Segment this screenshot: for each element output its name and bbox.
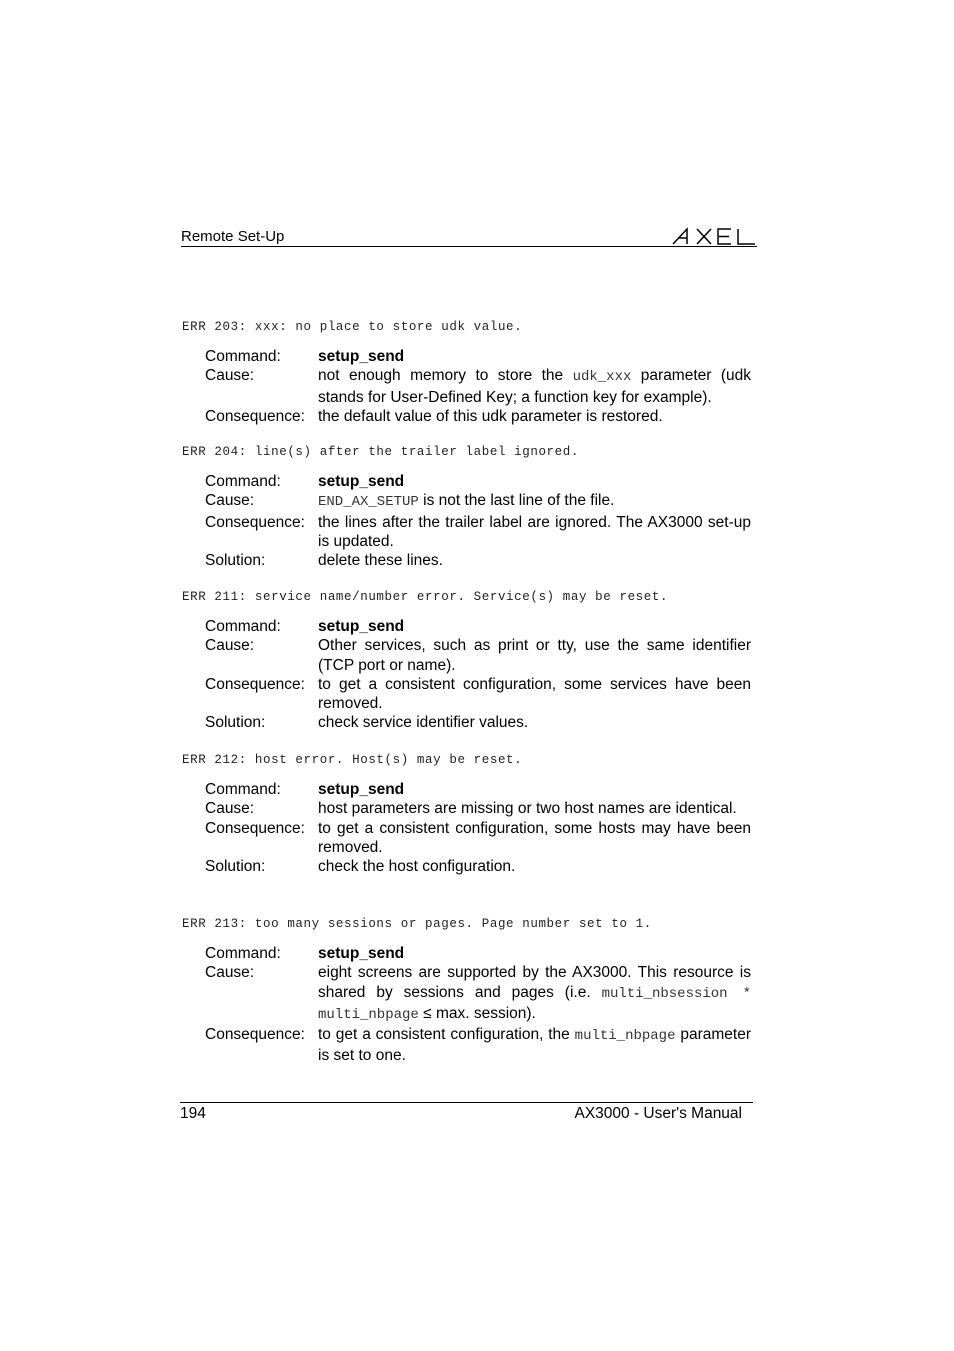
consequence-label: Consequence: [205,819,305,837]
command-value: setup_send [318,348,405,365]
solution-label: Solution: [205,714,266,732]
error-code: ERR 203: xxx: no place to store udk value. [182,320,523,334]
cause-label: Cause: [205,637,255,655]
command-value: setup_send [318,781,405,798]
error-code: ERR 204: line(s) after the trailer label ignored. [182,445,579,459]
consequence-label: Consequence: [205,675,305,693]
cause-label: Cause: [205,964,255,982]
command-label: Command: [205,473,281,490]
cause-value: not enough memory to store the udk_xxx parameter (udk stands for User-Defined Key; a function key for example). [318,367,751,406]
solution-value: check service identifier values. [318,714,529,732]
cause-value: host parameters are missing or two host names are identical. [318,800,737,818]
consequence-label: Consequence: [205,513,305,531]
command-label: Command: [205,618,281,635]
manual-title: AX3000 - User's Manual [574,1105,742,1122]
cause-value: Other services, such as print or tty, use the same identifier (TCP port or name). [318,637,751,674]
error-entry [205,347,751,426]
page-number: 194 [180,1105,206,1122]
solution-value: delete these lines. [318,552,443,570]
consequence-value: the lines after the trailer label are ignored. The AX3000 set-up is updated. [318,513,751,550]
consequence-label: Consequence: [205,1026,305,1044]
cause-label: Cause: [205,367,255,385]
consequence-value: to get a consistent configuration, the multi_nbpage parameter is set to one. [318,1026,752,1065]
command-value: setup_send [318,473,405,490]
error-code: ERR 211: service name/number error. Service(s) may be reset. [182,590,669,604]
page-footer [180,1102,753,1123]
axel-logo [671,226,757,246]
cause-label: Cause: [205,800,255,818]
section-title: Remote Set-Up [181,228,285,245]
error-entry [205,472,751,570]
solution-value: check the host configuration. [318,858,516,876]
cause-value: eight screens are supported by the AX3000. This resource is shared by sessions and pages (i.e. multi_nbsession * multi_nbpage ≤ max. session). [318,964,752,1023]
error-entry [205,617,751,733]
error-entry [205,780,751,876]
command-label: Command: [205,781,281,798]
command-label: Command: [205,348,281,365]
consequence-label: Consequence: [205,407,305,425]
solution-label: Solution: [205,552,266,570]
cause-value: END_AX_SETUP is not the last line of the file. [318,492,615,511]
cause-label: Cause: [205,492,255,510]
command-value: setup_send [318,945,405,962]
command-value: setup_send [318,618,405,635]
solution-label: Solution: [205,858,266,876]
error-entry [205,944,751,1066]
consequence-value: the default value of this udk parameter is restored. [318,407,663,425]
page-header [181,224,757,247]
command-label: Command: [205,945,281,962]
consequence-value: to get a consistent configuration, some hosts may have been removed. [318,819,751,856]
consequence-value: to get a consistent configuration, some services have been removed. [318,675,751,713]
error-code: ERR 212: host error. Host(s) may be reset. [182,753,523,767]
error-code: ERR 213: too many sessions or pages. Page number set to 1. [182,917,652,931]
